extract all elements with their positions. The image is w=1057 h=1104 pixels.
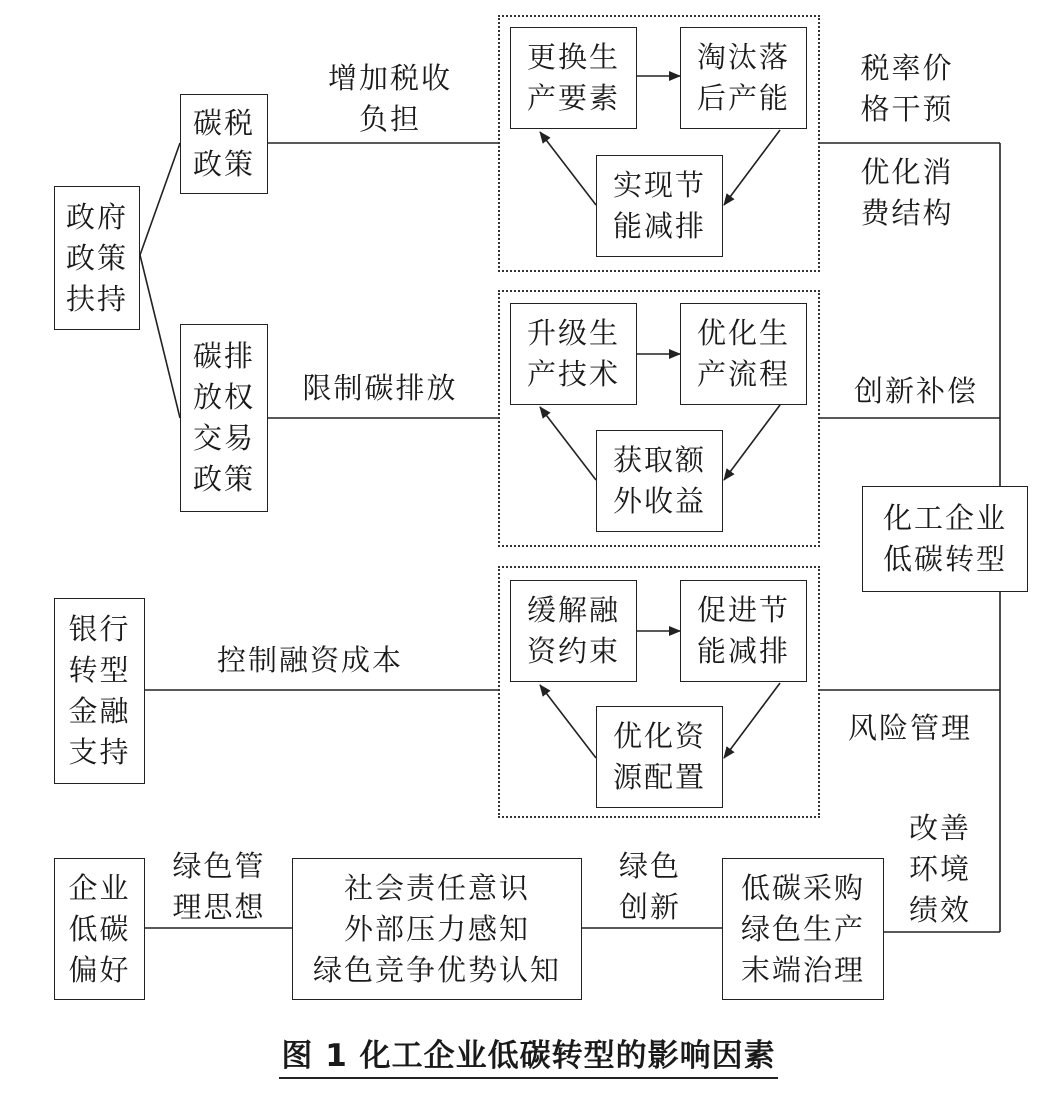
label-tax-price: 税率价 格干预 [860, 51, 954, 126]
cycle2-node-a: 升级生 产技术 [510, 303, 637, 405]
firm-preference-node: 企业 低碳 偏好 [54, 858, 145, 1000]
gov-support-node: 政府 政策 扶持 [54, 186, 140, 330]
cycle3-node-a: 缓解融 资约束 [510, 580, 637, 682]
label-green-innovation: 绿色 创新 [618, 849, 681, 924]
green-actions-node: 低碳采购 绿色生产 末端治理 [722, 858, 884, 1000]
label-environment-performance: 改善 环境 绩效 [908, 811, 971, 927]
cycle2-node-b: 优化生 产流程 [680, 303, 807, 405]
cycle1-node-c: 实现节 能减排 [596, 155, 723, 257]
cycle1-node-b: 淘汰落 后产能 [680, 27, 807, 129]
ets-policy-node: 碳排 放权 交易 政策 [180, 324, 268, 512]
label-risk-management: 风险管理 [847, 711, 972, 745]
cycle2-node-c: 获取额 外收益 [596, 430, 723, 532]
label-green-mgmt: 绿色管 理思想 [172, 849, 266, 924]
bank-finance-node: 银行 转型 金融 支持 [54, 598, 145, 784]
cycle3-node-c: 优化资 源配置 [596, 706, 723, 808]
label-optimize-consumption: 优化消 费结构 [860, 155, 954, 230]
cycle3-node-b: 促进节 能减排 [680, 580, 807, 682]
target-node: 化工企业 低碳转型 [862, 486, 1028, 592]
figure-caption-text: 图 1 化工企业低碳转型的影响因素 [279, 1038, 777, 1079]
label-innovation-compensation: 创新补偿 [853, 374, 978, 408]
label-control-cost: 控制融资成本 [216, 643, 403, 677]
social-factors-node: 社会责任意识 外部压力感知 绿色竞争优势认知 [292, 858, 582, 1000]
label-increase-tax: 增加税收 负担 [327, 61, 452, 136]
figure-caption [0, 1030, 1057, 1075]
cycle1-node-a: 更换生 产要素 [510, 27, 637, 129]
carbon-tax-node: 碳税 政策 [180, 94, 268, 194]
label-limit-emission: 限制碳排放 [302, 371, 458, 405]
